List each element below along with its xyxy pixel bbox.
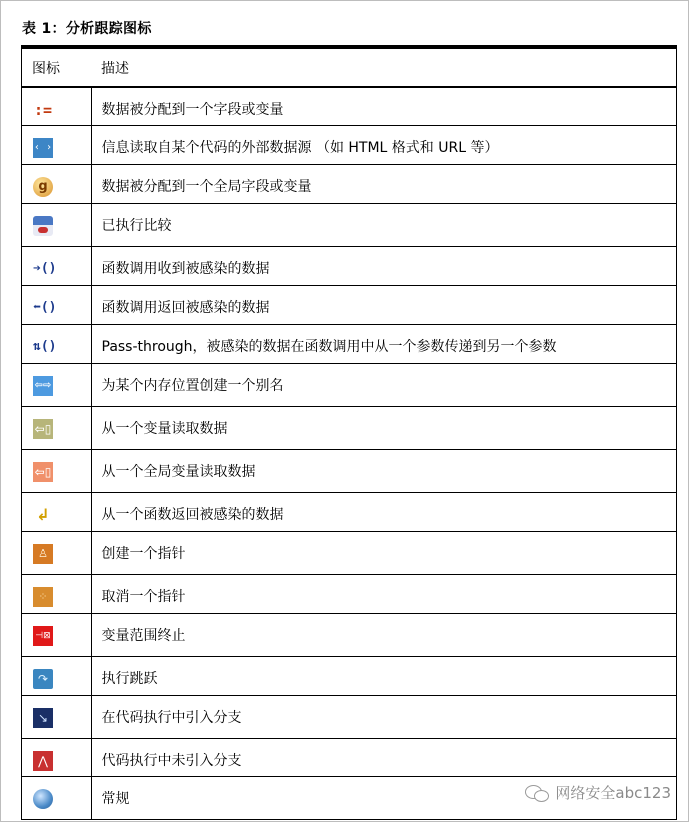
row-description: 变量范围终止 — [91, 613, 677, 656]
row-description: 从一个全局变量读取数据 — [91, 449, 677, 492]
table-caption: 表 1：分析跟踪图标 — [22, 21, 152, 37]
row-description: 从一个变量读取数据 — [91, 406, 677, 449]
header-description: 描述 — [91, 47, 677, 87]
comparison-icon — [33, 216, 53, 236]
row-description: 信息读取自某个代码的外部数据源 （如 HTML 格式和 URL 等） — [91, 126, 677, 165]
normal-icon — [33, 789, 53, 809]
function-receive-tainted-icon: ➔() — [33, 261, 57, 277]
alias-icon: ⇦⇨ — [33, 376, 53, 396]
row-description: 为某个内存位置创建一个别名 — [91, 363, 677, 406]
row-description: 常规 — [91, 777, 677, 820]
jump-icon: ↷ — [33, 669, 53, 689]
row-description: 在代码执行中引入分支 — [91, 695, 677, 738]
row-description: 代码执行中未引入分支 — [91, 738, 677, 777]
return-tainted-icon: ↲ — [36, 504, 50, 524]
pass-through-icon: ⇅() — [33, 338, 57, 354]
row-description: 数据被分配到一个字段或变量 — [91, 87, 677, 126]
row-description: 取消一个指针 — [91, 574, 677, 613]
create-pointer-icon: ♙ — [33, 544, 53, 564]
icon-table — [21, 45, 677, 820]
read-global-variable-icon: ⇦▯ — [33, 462, 53, 482]
row-description: 已执行比较 — [91, 204, 677, 247]
row-description: 从一个函数返回被感染的数据 — [91, 492, 677, 531]
row-description: 函数调用返回被感染的数据 — [91, 286, 677, 325]
external-source-icon: ‹ › — [33, 138, 53, 158]
wechat-icon — [525, 783, 549, 803]
row-description: Pass-through，被感染的数据在函数调用中从一个参数传递到另一个参数 — [91, 324, 677, 363]
header-icon: 图标 — [22, 47, 92, 87]
read-variable-icon: ⇦▯ — [33, 419, 53, 439]
row-description: 创建一个指针 — [91, 531, 677, 574]
watermark — [525, 782, 671, 803]
cancel-pointer-icon: ⁘ — [33, 587, 53, 607]
watermark-text: 网络安全abc123 — [555, 784, 671, 802]
branch-icon: ↘ — [33, 708, 53, 728]
function-return-tainted-icon: ⬅() — [33, 300, 57, 316]
row-description: 数据被分配到一个全局字段或变量 — [91, 165, 677, 204]
row-description: 执行跳跃 — [91, 656, 677, 695]
row-description: 函数调用收到被感染的数据 — [91, 247, 677, 286]
assign-field-variable-icon: := — [33, 101, 53, 119]
scope-end-icon: ⊣⊠ — [33, 626, 53, 646]
no-branch-icon: ⋀ — [33, 751, 53, 771]
global-assign-icon: g — [33, 177, 53, 197]
